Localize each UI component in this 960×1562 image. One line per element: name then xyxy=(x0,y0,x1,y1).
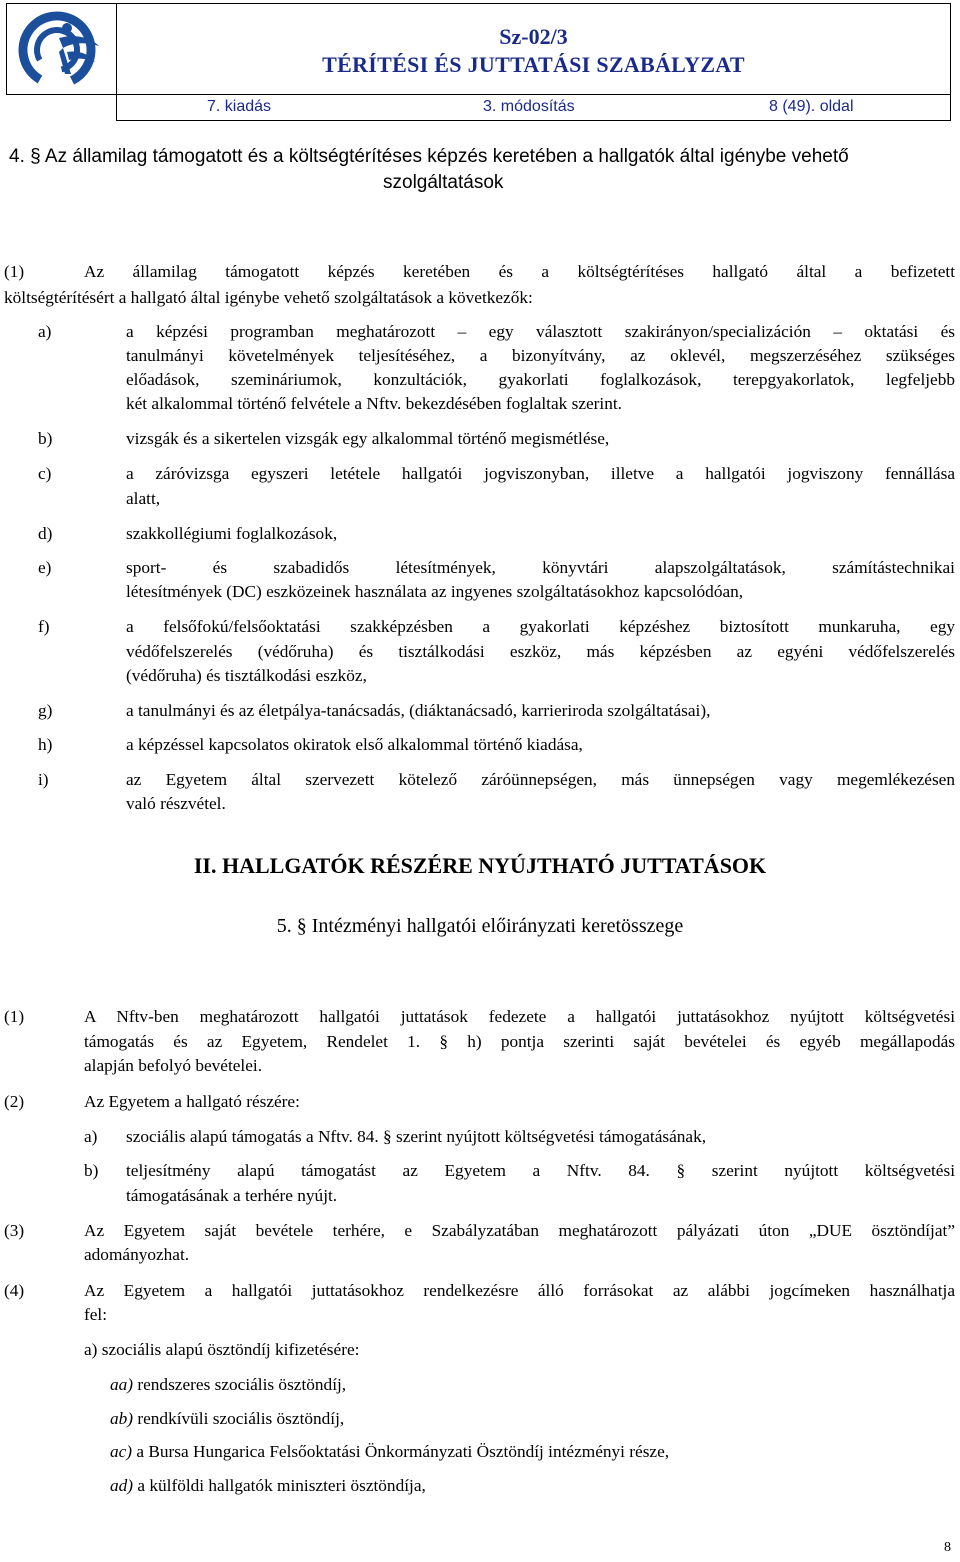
sub-list-label: ac) xyxy=(110,1442,133,1461)
list-item-line: a) szociális alapú ösztöndíj kifizetésére: xyxy=(84,1340,360,1359)
list-item-letter: a) xyxy=(38,322,52,341)
section-5-title: 5. § Intézményi hallgatói előirányzati keretösszege xyxy=(276,915,684,937)
section-4-title-line1: 4. § Az államilag támogatott és a költségtérítéses képzés keretében a hallgatók által igénybe vehető xyxy=(9,146,849,167)
list-item-line: az Egyetem által szervezett kötelező záróünnepségen, más ünnepségen vagy megemlékezésen xyxy=(126,770,955,789)
list-item-line: a záróvizsga egyszeri letétele hallgatói jogviszonyban, illetve a hallgatói jogviszony fennállása xyxy=(126,464,955,483)
list-item-letter: b) xyxy=(38,429,53,448)
paragraph-line: alapján befolyó bevételei. xyxy=(84,1056,263,1075)
sub-list-text: rendkívüli szociális ösztöndíj, xyxy=(133,1409,345,1428)
header-box xyxy=(6,3,951,95)
document-code: Sz-02/3 xyxy=(499,24,568,49)
sub-list-text: rendszeres szociális ösztöndíj, xyxy=(133,1375,347,1394)
list-item-line: a tanulmányi és az életpálya-tanácsadás, (diáktanácsadó, karrieriroda szolgáltatásai), xyxy=(126,701,711,720)
list-item-line: sport- és szabadidős létesítmények, könyvtári alapszolgáltatások, számítástechnikai xyxy=(126,558,955,577)
paragraph-number: (1) xyxy=(4,1007,25,1026)
sub-list-item xyxy=(110,1442,669,1462)
university-logo-icon xyxy=(7,4,115,94)
paragraph-line: támogatás és az Egyetem, Rendelet 1. § h) pontja szerinti saját bevételei és egyéb megállapodás xyxy=(84,1032,955,1051)
sub-list-label: aa) xyxy=(110,1375,134,1394)
paragraph-line: Az Egyetem saját bevétele terhére, e Szabályzatában meghatározott pályázati úton „DUE ösztöndíjat” xyxy=(84,1221,955,1240)
page-label: 8 (49). oldal xyxy=(769,98,854,115)
list-item-line: két alkalommal történő felvétele a Nftv. bekezdésében foglaltak szerint. xyxy=(126,394,622,413)
header-info-row xyxy=(116,95,951,121)
logo-cell xyxy=(7,4,117,96)
list-item-line: védőfelszerelés (védőruha) és tisztálkodási eszköz, más képzésben az egyéni védőfelszerelés xyxy=(126,642,955,661)
list-item-letter: a) xyxy=(84,1127,98,1146)
paragraph-line: A Nftv-ben meghatározott hallgatói juttatások fedezete a hallgatói juttatásokhoz nyújtott költségvetési xyxy=(84,1007,955,1026)
list-item-line: előadások, szemináriumok, konzultációk, gyakorlati foglalkozások, terepgyakorlatok, legfeljebb xyxy=(126,370,955,389)
paragraph-line: adományozhat. xyxy=(84,1245,190,1264)
paragraph-line: Az Egyetem a hallgatói juttatásokhoz rendelkezésre álló forrásokat az alábbi jogcímeken használhatja xyxy=(84,1281,955,1300)
list-item-line: szociális alapú támogatás a Nftv. 84. § szerint nyújtott költségvetési támogatásának, xyxy=(126,1127,707,1146)
list-item-line: teljesítmény alapú támogatást az Egyetem a Nftv. 84. § szerint nyújtott költségvetési xyxy=(126,1161,955,1180)
chapter-title: II. HALLGATÓK RÉSZÉRE NYÚJTHATÓ JUTTATÁSOK xyxy=(193,853,767,878)
sub-list-item xyxy=(110,1476,426,1496)
list-item-letter: h) xyxy=(38,735,53,754)
list-item-line: a képzési programban meghatározott – egy választott szakirányon/specializáción – oktatási és xyxy=(126,322,955,341)
modification-label: 3. módosítás xyxy=(483,98,575,115)
paragraph-line: Az államilag támogatott képzés keretében és a költségtérítéses hallgató által a befizetett xyxy=(84,262,955,281)
paragraph-line: költségtérítésért a hallgató által igénybe vehető szolgáltatások a következők: xyxy=(4,288,533,307)
list-item-line: való részvétel. xyxy=(126,794,226,813)
list-item-line: (védőruha) és tisztálkodási eszköz, xyxy=(126,666,367,685)
list-item-letter: g) xyxy=(38,701,53,720)
section-4-title-line2: szolgáltatások xyxy=(383,172,504,193)
document-header xyxy=(6,3,951,121)
list-item-line: a felsőfokú/felsőoktatási szakképzésben a gyakorlati képzéshez biztosított munkaruha, egy xyxy=(126,617,955,636)
sub-list-item xyxy=(110,1409,344,1429)
paragraph-number: (2) xyxy=(4,1092,25,1111)
paragraph-line: fel: xyxy=(84,1305,108,1324)
sub-list-item xyxy=(110,1375,346,1395)
list-item-line: vizsgák és a sikertelen vizsgák egy alkalommal történő megismétlése, xyxy=(126,429,610,448)
list-item-line: szakkollégiumi foglalkozások, xyxy=(126,524,338,543)
list-item-line: tanulmányi követelmények teljesítéséhez, a bizonyítvány, az oklevél, megszerzéséhez szükséges xyxy=(126,346,955,365)
list-item-letter: f) xyxy=(38,617,50,636)
list-item-line: alatt, xyxy=(126,489,161,508)
list-item-letter: e) xyxy=(38,558,52,577)
list-item-letter: b) xyxy=(84,1161,99,1180)
list-item-letter: c) xyxy=(38,464,52,483)
list-item-letter: d) xyxy=(38,524,53,543)
document-title: TÉRÍTÉSI ÉS JUTTATÁSI SZABÁLYZAT xyxy=(322,52,745,77)
list-item-letter: i) xyxy=(38,770,49,789)
paragraph-number: (1) xyxy=(4,262,25,281)
edition-label: 7. kiadás xyxy=(207,98,272,115)
paragraph-number: (4) xyxy=(4,1281,25,1300)
list-item-line: létesítmények (DC) eszközeinek használata az ingyenes szolgáltatásokhoz kapcsolódóan, xyxy=(126,582,744,601)
list-item-line: a képzéssel kapcsolatos okiratok első alkalommal történő kiadása, xyxy=(126,735,583,754)
paragraph-line: Az Egyetem a hallgató részére: xyxy=(84,1092,300,1111)
list-item-line: támogatásának a terhére nyújt. xyxy=(126,1186,338,1205)
sub-list-text: a külföldi hallgatók miniszteri ösztöndíja, xyxy=(133,1476,426,1495)
sub-list-label: ad) xyxy=(110,1476,134,1495)
paragraph-number: (3) xyxy=(4,1221,25,1240)
sub-list-label: ab) xyxy=(110,1409,134,1428)
sub-list-text: a Bursa Hungarica Felsőoktatási Önkormányzati Ösztöndíj intézményi része, xyxy=(132,1442,670,1461)
page-number: 8 xyxy=(944,1540,951,1555)
